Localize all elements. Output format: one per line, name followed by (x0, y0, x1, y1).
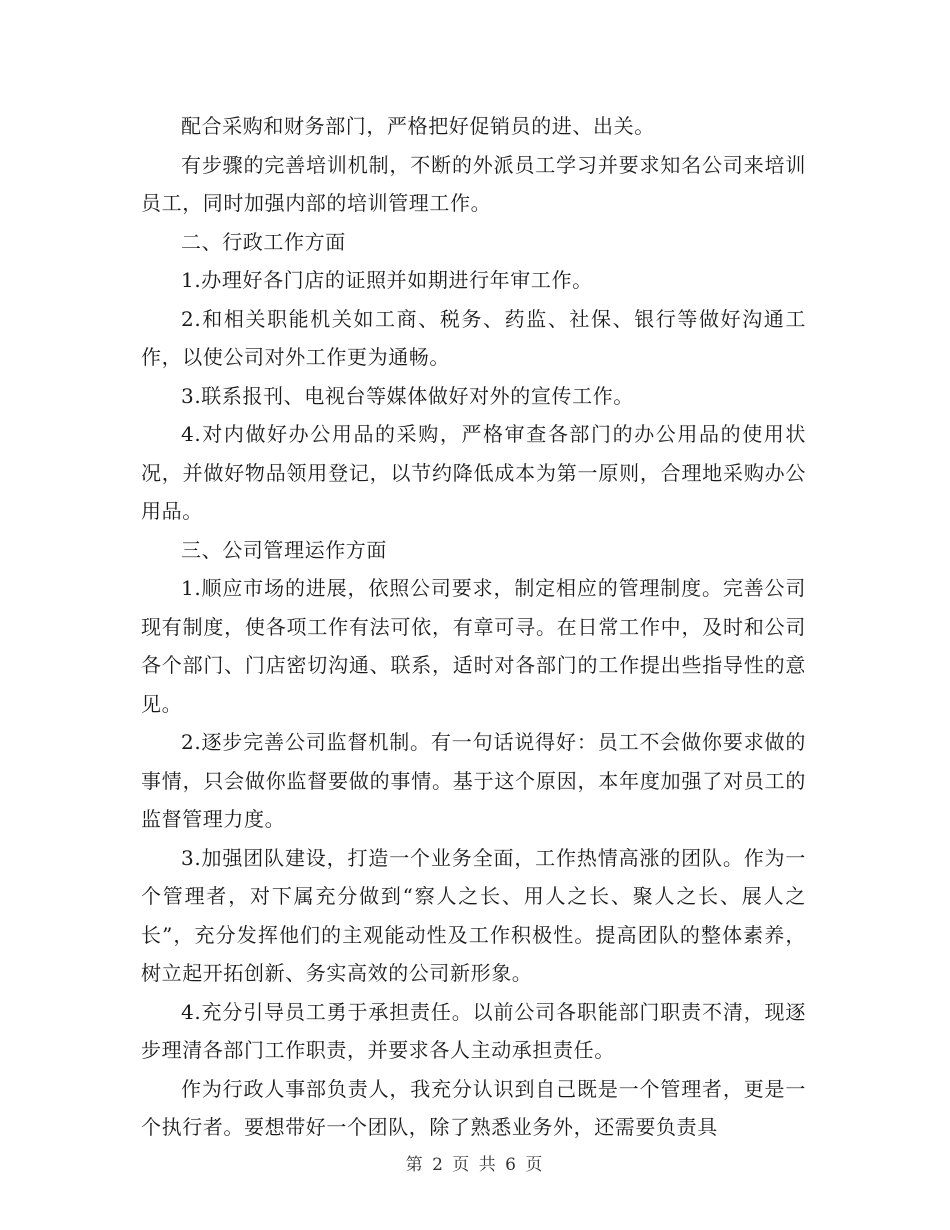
paragraph-admin-2: 2.和相关职能机关如工商、税务、药监、社保、银行等做好沟通工作，以使公司对外工作更为通畅。 (141, 306, 806, 369)
paragraph-admin-3: 3.联系报刊、电视台等媒体做好对外的宣传工作。 (181, 383, 634, 408)
section-heading-management: 三、公司管理运作方面 (181, 537, 387, 562)
page-footer (0, 1150, 950, 1175)
document-body (141, 107, 806, 1147)
paragraph-management-2: 2.逐步完善公司监督机制。有一句话说得好：员工不会做你要求做的事情，只会做你监督要做的事情。基于这个原因，本年度加强了对员工的监督管理力度。 (141, 730, 806, 831)
paragraph-1: 配合采购和财务部门，严格把好促销员的进、出关。 (181, 114, 655, 138)
paragraph-closing: 作为行政人事部负责人，我充分认识到自己既是一个管理者，更是一个执行者。要想带好一个团队，除了熟悉业务外，还需要负责具 (141, 1076, 806, 1139)
page-number-label: 第 2 页 共 6 页 (405, 1155, 545, 1175)
paragraph-management-4: 4.充分引导员工勇于承担责任。以前公司各职能部门职责不清，现逐步理清各部门工作职责，并要求各人主动承担责任。 (141, 999, 806, 1062)
paragraph-2: 有步骤的完善培训机制，不断的外派员工学习并要求知名公司来培训员工，同时加强内部的培训管理工作。 (141, 152, 806, 215)
section-heading-admin: 二、行政工作方面 (181, 229, 346, 254)
paragraph-admin-4: 4.对内做好办公用品的采购，严格审查各部门的办公用品的使用状况，并做好物品领用登记，以节约降低成本为第一原则，合理地采购办公用品。 (141, 422, 806, 523)
paragraph-management-1: 1.顺应市场的进展，依照公司要求，制定相应的管理制度。完善公司现有制度，使各项工作有法可依，有章可寻。在日常工作中，及时和公司各个部门、门店密切沟通、联系，适时对各部门的工作提出些指导性的意见。 (141, 576, 806, 716)
paragraph-management-3: 3.加强团队建设，打造一个业务全面，工作热情高涨的团队。作为一个管理者，对下属充分做到“察人之长、用人之长、聚人之长、展人之长”，充分发挥他们的主观能动性及工作积极性。提高团队的整体素养，树立起开拓创新、务实高效的公司新形象。 (141, 845, 806, 985)
paragraph-admin-1: 1.办理好各门店的证照并如期进行年审工作。 (181, 268, 593, 292)
